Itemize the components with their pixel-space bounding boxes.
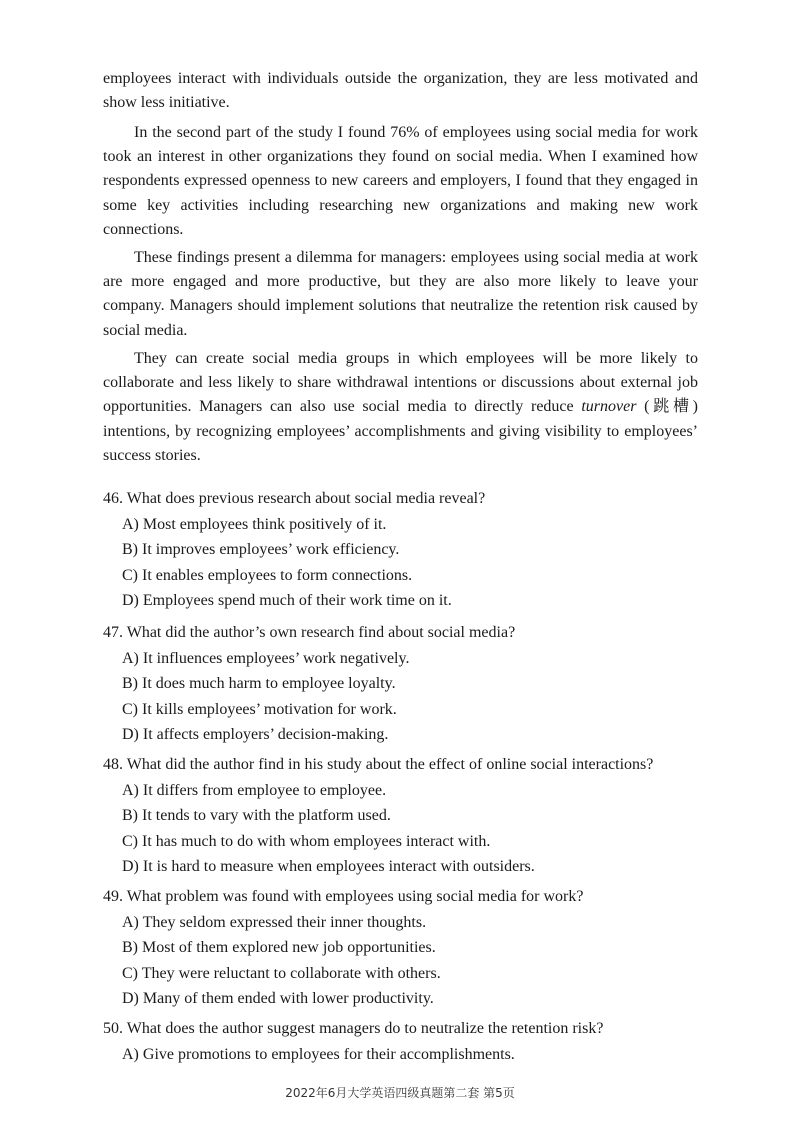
paragraph-line: In the second part of the study I found 76% of employees using social media for work [134,124,698,141]
question-stem: 50. What does the author suggest managers do to neutralize the retention risk? [103,1020,604,1037]
answer-option: B) It improves employees’ work efficiency. [122,541,400,558]
paragraph-line: collaborate and less likely to share withdrawal intentions or discussions about external job [103,374,698,392]
answer-option: A) It influences employees’ work negatively. [122,649,410,667]
paragraph-line: They can create social media groups in which employees will be more likely to [134,350,698,367]
question-block [103,620,698,748]
answer-option: C) It kills employees’ motivation for work. [122,700,397,718]
question-stem: 48. What did the author find in his study about the effect of online social interactions? [103,756,654,773]
answer-option: D) Employees spend much of their work time on it. [122,592,452,609]
passage-paragraph [103,246,698,343]
answer-option: D) It is hard to measure when employees interact with outsiders. [122,858,535,875]
question-stem: 46. What does previous research about social media reveal? [103,490,486,507]
question-block [103,486,698,614]
paragraph-line: show less initiative. [103,94,230,112]
question-stem: 47. What did the author’s own research find about social media? [103,624,516,641]
question-block [103,752,698,880]
paragraph-line: employees interact with individuals outside the organization, they are less motivated and [103,70,698,87]
paragraph-line: These findings present a dilemma for managers: employees using social media at work [134,249,698,266]
paragraph-line: social media. [103,321,188,339]
paragraph-line: intentions, by recognizing employees’ accomplishments and giving visibility to employees’ [103,422,698,440]
answer-option: B) It tends to vary with the platform used. [122,807,391,824]
paragraph-line: company. Managers should implement solutions that neutralize the retention risk caused by [103,297,698,315]
question-block [103,1016,698,1067]
page-footer: 2022年6月大学英语四级真题第二套 第5页 [285,1086,515,1100]
passage-paragraph [103,347,698,468]
paragraph-line: took an interest in other organizations they found on social media. When I examined how [103,148,698,166]
paragraph-line: success stories. [103,446,201,464]
answer-option: A) Give promotions to employees for their accomplishments. [122,1045,515,1063]
answer-option: B) Most of them explored new job opportunities. [122,939,436,956]
answer-option: A) It differs from employee to employee. [122,781,387,799]
answer-option: D) Many of them ended with lower productivity. [122,990,434,1007]
paragraph-line: are more engaged and more productive, but they are also more likely to leave your [103,273,698,291]
paragraph-line: connections. [103,220,184,238]
answer-option: C) It enables employees to form connections. [122,566,413,584]
passage-paragraph [103,67,698,115]
italic-term: turnover [581,398,637,416]
answer-option: D) It affects employers’ decision-making. [122,726,389,743]
answer-option: A) They seldom expressed their inner thoughts. [122,913,427,931]
question-stem: 49. What problem was found with employees using social media for work? [103,888,584,905]
paragraph-line: opportunities. Managers can also use social media to directly reduce turnover (跳槽) [103,398,698,416]
paragraph-line: respondents expressed openness to new careers and employers, I found that they engaged in [103,172,698,190]
answer-option: C) They were reluctant to collaborate with others. [122,964,441,982]
question-block [103,884,698,1012]
answer-option: A) Most employees think positively of it. [122,515,387,533]
answer-option: C) It has much to do with whom employees interact with. [122,832,491,850]
passage-paragraph [103,121,698,242]
paragraph-line: some key activities including researching new organizations and making new work [103,196,698,214]
answer-option: B) It does much harm to employee loyalty. [122,675,396,692]
